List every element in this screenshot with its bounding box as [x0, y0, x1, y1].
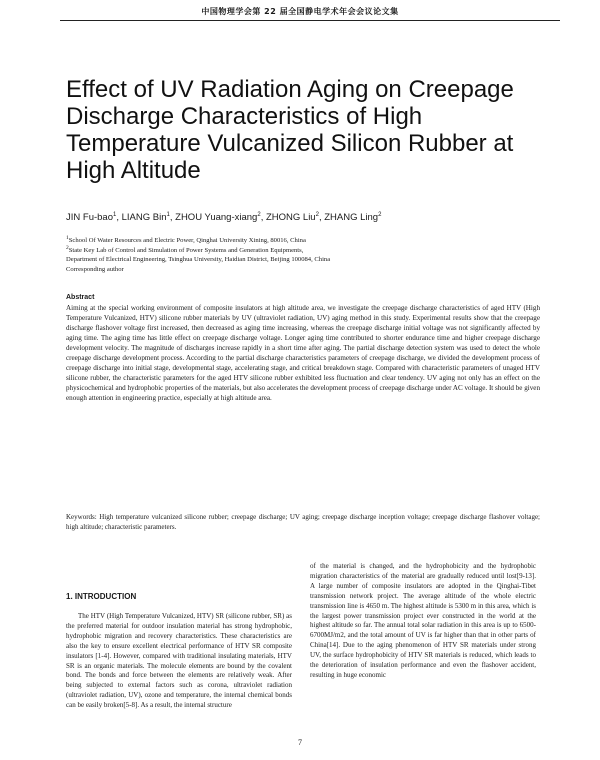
running-header: 中国物理学会第 22 届全国静电学术年会会议论文集 [201, 7, 399, 16]
page-number: 7 [298, 738, 302, 747]
author-sup: 2 [257, 212, 261, 218]
abstract-heading: Abstract [66, 294, 95, 301]
affiliation-sup: 2 [66, 245, 69, 251]
affiliation-sup: 1 [66, 235, 69, 241]
author-sup: 1 [113, 212, 117, 218]
author-sup: 2 [378, 212, 382, 218]
author-list: JIN Fu-bao$^1$, LIANG Bin$^1$, ZHOU Yuang-xiang$^2$, ZHONG Liu$^2$, ZHANG Ling$^2$ [66, 212, 382, 224]
intro-paragraph-left: The HTV (High Temperature Vulcanized, HTV) SR (silicone rubber, SR) as the preferred material for outdoor insulation material has strong hydrophobic, hydrophobic migration and recovery characteristics. These characteristics are also the key to ensure excellent electrical performance of HTV SR composite insulators [1-4]. However, compared with traditional insulating materials, HTV SR is an organic materials. The molecule elements are bound by the covalent bond. The bonds and force between the elements are relatively weak. After being subjected to external factors such as corona, ultraviolet radiation (ultraviolet radiation, UV), ozone and temperature, the internal chemical bonds can be easily broken[5-8]. As a result, the internal structure [66, 612, 292, 710]
author-name: ZHANG Ling [324, 212, 379, 224]
author-name: JIN Fu-bao [66, 212, 113, 224]
affiliation-4 [66, 265, 546, 274]
author-name: ZHOU Yuang-xiang [175, 212, 258, 224]
affiliation-text: State Key Lab of Control and Simulation of Power Systems and Generation Equipments, [68, 247, 304, 255]
keywords: Keywords: High temperature vulcanized silicone rubber; creepage discharge; UV aging; creepage discharge inception voltage; creepage discharge flashover voltage; high altitude; characteristic parameters. [66, 513, 540, 531]
author-sup: 2 [315, 212, 319, 218]
affiliation-text: Department of Electrical Engineering, Tsinghua University, Haidian District, Beijing 100084, China [66, 256, 331, 263]
abstract-body: Aiming at the special working environment of composite insulators at high altitude area, we investigate the creepage discharge characteristics of aged HTV (High Temperature Vulcanized, HTV) silicone rubber materials by UV (ultraviolet radiation, UV) aging method in this study. Experimental results show that the creepage discharge flashover voltage first increased, then decreased as aging time increasing, whereas the creepage discharge initial voltage was not significantly affected by aging time. The aging time has little effect on creepage discharge voltage. Longer aging time contributed to shorter endurance time and higher creepage discharge development velocity. The magnitude of discharges increase rapidly in a short time after aging. The partial discharge detection system was used to detect the whole creepage discharge development process. According to the partial discharge characteristics parameters of creepage discharge, we divided the development process of creepage discharge into initial stage, developmental stage, accelerating stage, and critical breakdown stage. Compared with characteristic parameters of unaged HTV silicone rubber, the characteristic parameters for the aged HTV silicone rubber exhibited less fluctuation and clear tendency. UV aging not only has an effect on the physicochemical and hydrophobic properties of the materials, but also accelerates the development process of creepage discharge under AC voltage. It should be given enough attention in engineering practice, especially at high altitude area. [66, 304, 540, 403]
section-heading: 1. INTRODUCTION [66, 592, 137, 601]
header-rule [60, 20, 560, 21]
author-name: LIANG Bin [121, 212, 167, 224]
intro-column-right [310, 562, 536, 681]
affiliation-2 [66, 244, 546, 255]
intro-column-left [66, 612, 292, 711]
author-name: ZHONG Liu [265, 212, 316, 224]
affiliation-text: School Of Water Resources and Electric Power, Qinghai University Xining, 80016, China [68, 237, 306, 245]
author-sup: 1 [166, 212, 170, 218]
intro-paragraph-right: of the material is changed, and the hydrophobicity and the hydrophobic migration characteristics of the material are gradually reduced until lost[9-13]. A large number of composite insulators are adopted in the Qinghai-Tibet transmission network project. The average altitude of the whole electric transmission line is 4650 m. The highest altitude is 5300 m in this area, which is the largest power transmission project ever constructed in the world at the highest altitude so far. The annual total solar radiation in this area is up to 6500-6700MJ/m2, and the total amount of UV is far higher than that in other parts of China[14]. Due to the aging phenomenon of HTV SR materials under strong UV, the surface hydrophobicity of HTV SR materials is reduced, which leads to the deterioration of insulation performance and even the flashover accident, resulting in huge economic [310, 562, 536, 679]
affiliation-text: Corresponding author [66, 266, 124, 273]
paper-title: Effect of UV Radiation Aging on Creepage Discharge Characteristics of High Temperature Vulcanized Silicon Rubber at High Altitude [66, 76, 514, 184]
affiliation-3 [66, 255, 546, 264]
